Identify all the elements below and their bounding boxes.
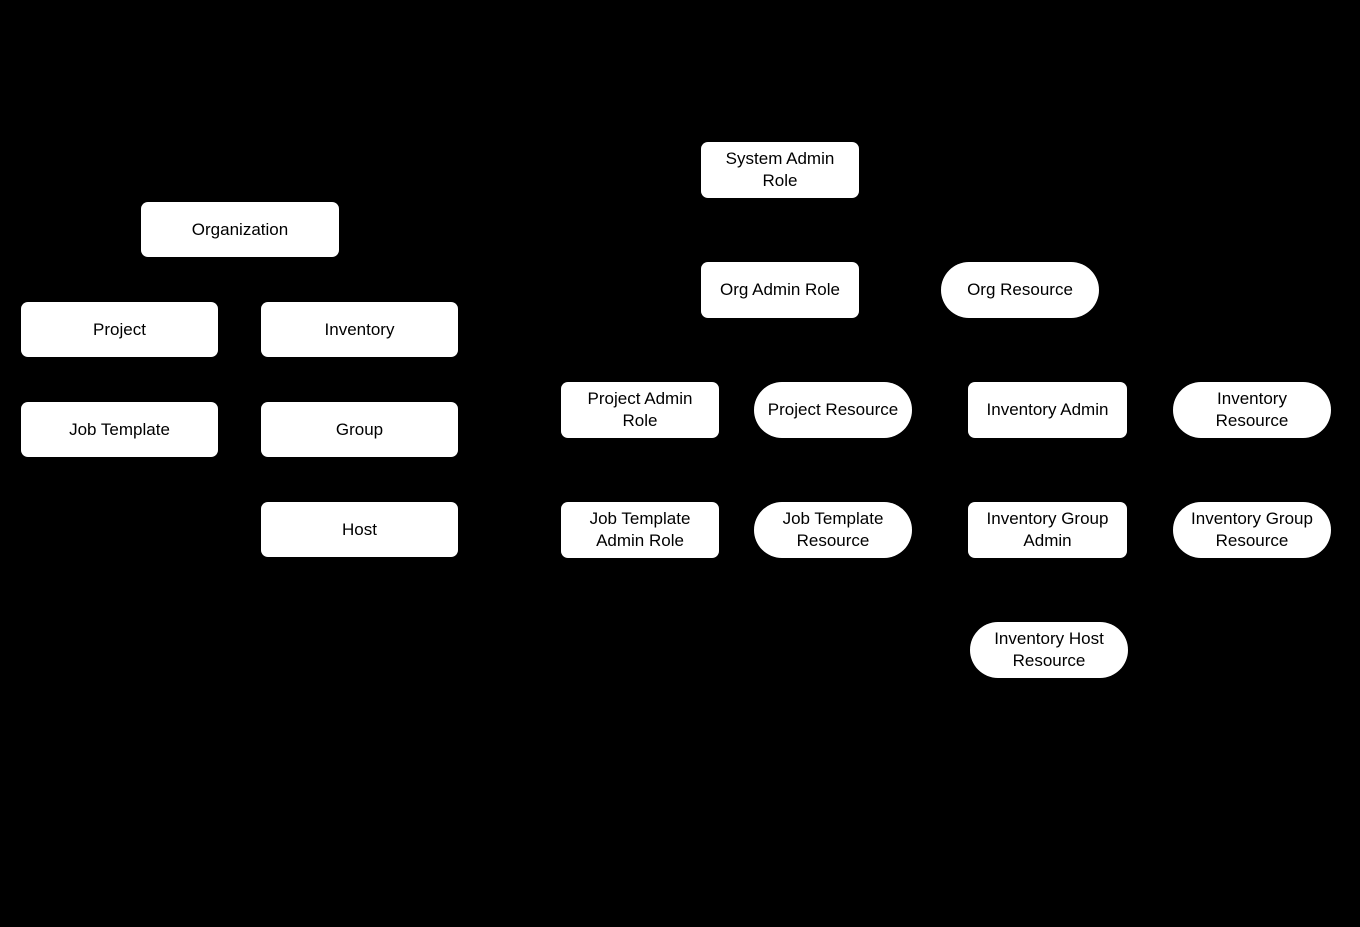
system-admin-role-label-line: Role bbox=[762, 171, 798, 190]
org-resource-node bbox=[941, 262, 1099, 318]
project-admin-role-label-line: Project Admin bbox=[587, 389, 693, 408]
inventory-admin-label-line: Inventory Admin bbox=[986, 400, 1109, 419]
project-resource-node bbox=[754, 382, 912, 438]
organization-node bbox=[141, 202, 339, 257]
project-node bbox=[21, 302, 218, 357]
project-resource-label-line: Project Resource bbox=[767, 400, 899, 419]
inventory-resource-label-line: Inventory bbox=[1217, 389, 1287, 408]
job-template-resource-node bbox=[754, 502, 912, 558]
organization-label-line: Organization bbox=[191, 219, 289, 239]
project-admin-role-node bbox=[561, 382, 719, 438]
org-admin-role-label-line: Org Admin Role bbox=[720, 280, 840, 299]
inventory-group-resource-node bbox=[1173, 502, 1331, 558]
inventory-resource-label-line: Resource bbox=[1215, 411, 1289, 430]
system-admin-role-label-line: System Admin bbox=[725, 149, 835, 168]
project-label-line: Project bbox=[93, 319, 146, 339]
inventory-group-resource-label-line: Resource bbox=[1215, 531, 1289, 550]
job-template-label-line: Job Template bbox=[69, 419, 170, 439]
job-template-resource-label-line: Job Template bbox=[782, 509, 884, 528]
job-template-admin-role-label-line: Job Template bbox=[589, 509, 691, 528]
project-admin-role-label-line: Role bbox=[622, 411, 658, 430]
host-node bbox=[261, 502, 458, 557]
job-template-node bbox=[21, 402, 218, 457]
org-admin-role-node bbox=[701, 262, 859, 318]
inventory-label-line: Inventory bbox=[324, 319, 395, 339]
group-node bbox=[261, 402, 458, 457]
inventory-admin-node bbox=[968, 382, 1127, 438]
inventory-group-admin-label-line: Admin bbox=[1023, 531, 1072, 550]
inventory-group-admin-node bbox=[968, 502, 1127, 558]
inventory-host-resource-label-line: Inventory Host bbox=[994, 629, 1104, 648]
system-admin-role-node bbox=[701, 142, 859, 198]
job-template-admin-role-label-line: Admin Role bbox=[596, 531, 684, 550]
inventory-group-admin-label-line: Inventory Group bbox=[986, 509, 1109, 528]
inventory-node bbox=[261, 302, 458, 357]
host-label-line: Host bbox=[342, 519, 377, 539]
inventory-resource-node bbox=[1173, 382, 1331, 438]
org-resource-label-line: Org Resource bbox=[967, 280, 1073, 299]
inventory-host-resource-label-line: Resource bbox=[1012, 651, 1086, 670]
inventory-host-resource-node bbox=[970, 622, 1128, 678]
group-label-line: Group bbox=[335, 419, 384, 439]
inventory-group-resource-label-line: Inventory Group bbox=[1191, 509, 1313, 528]
job-template-admin-role-node bbox=[561, 502, 719, 558]
job-template-resource-label-line: Resource bbox=[796, 531, 870, 550]
